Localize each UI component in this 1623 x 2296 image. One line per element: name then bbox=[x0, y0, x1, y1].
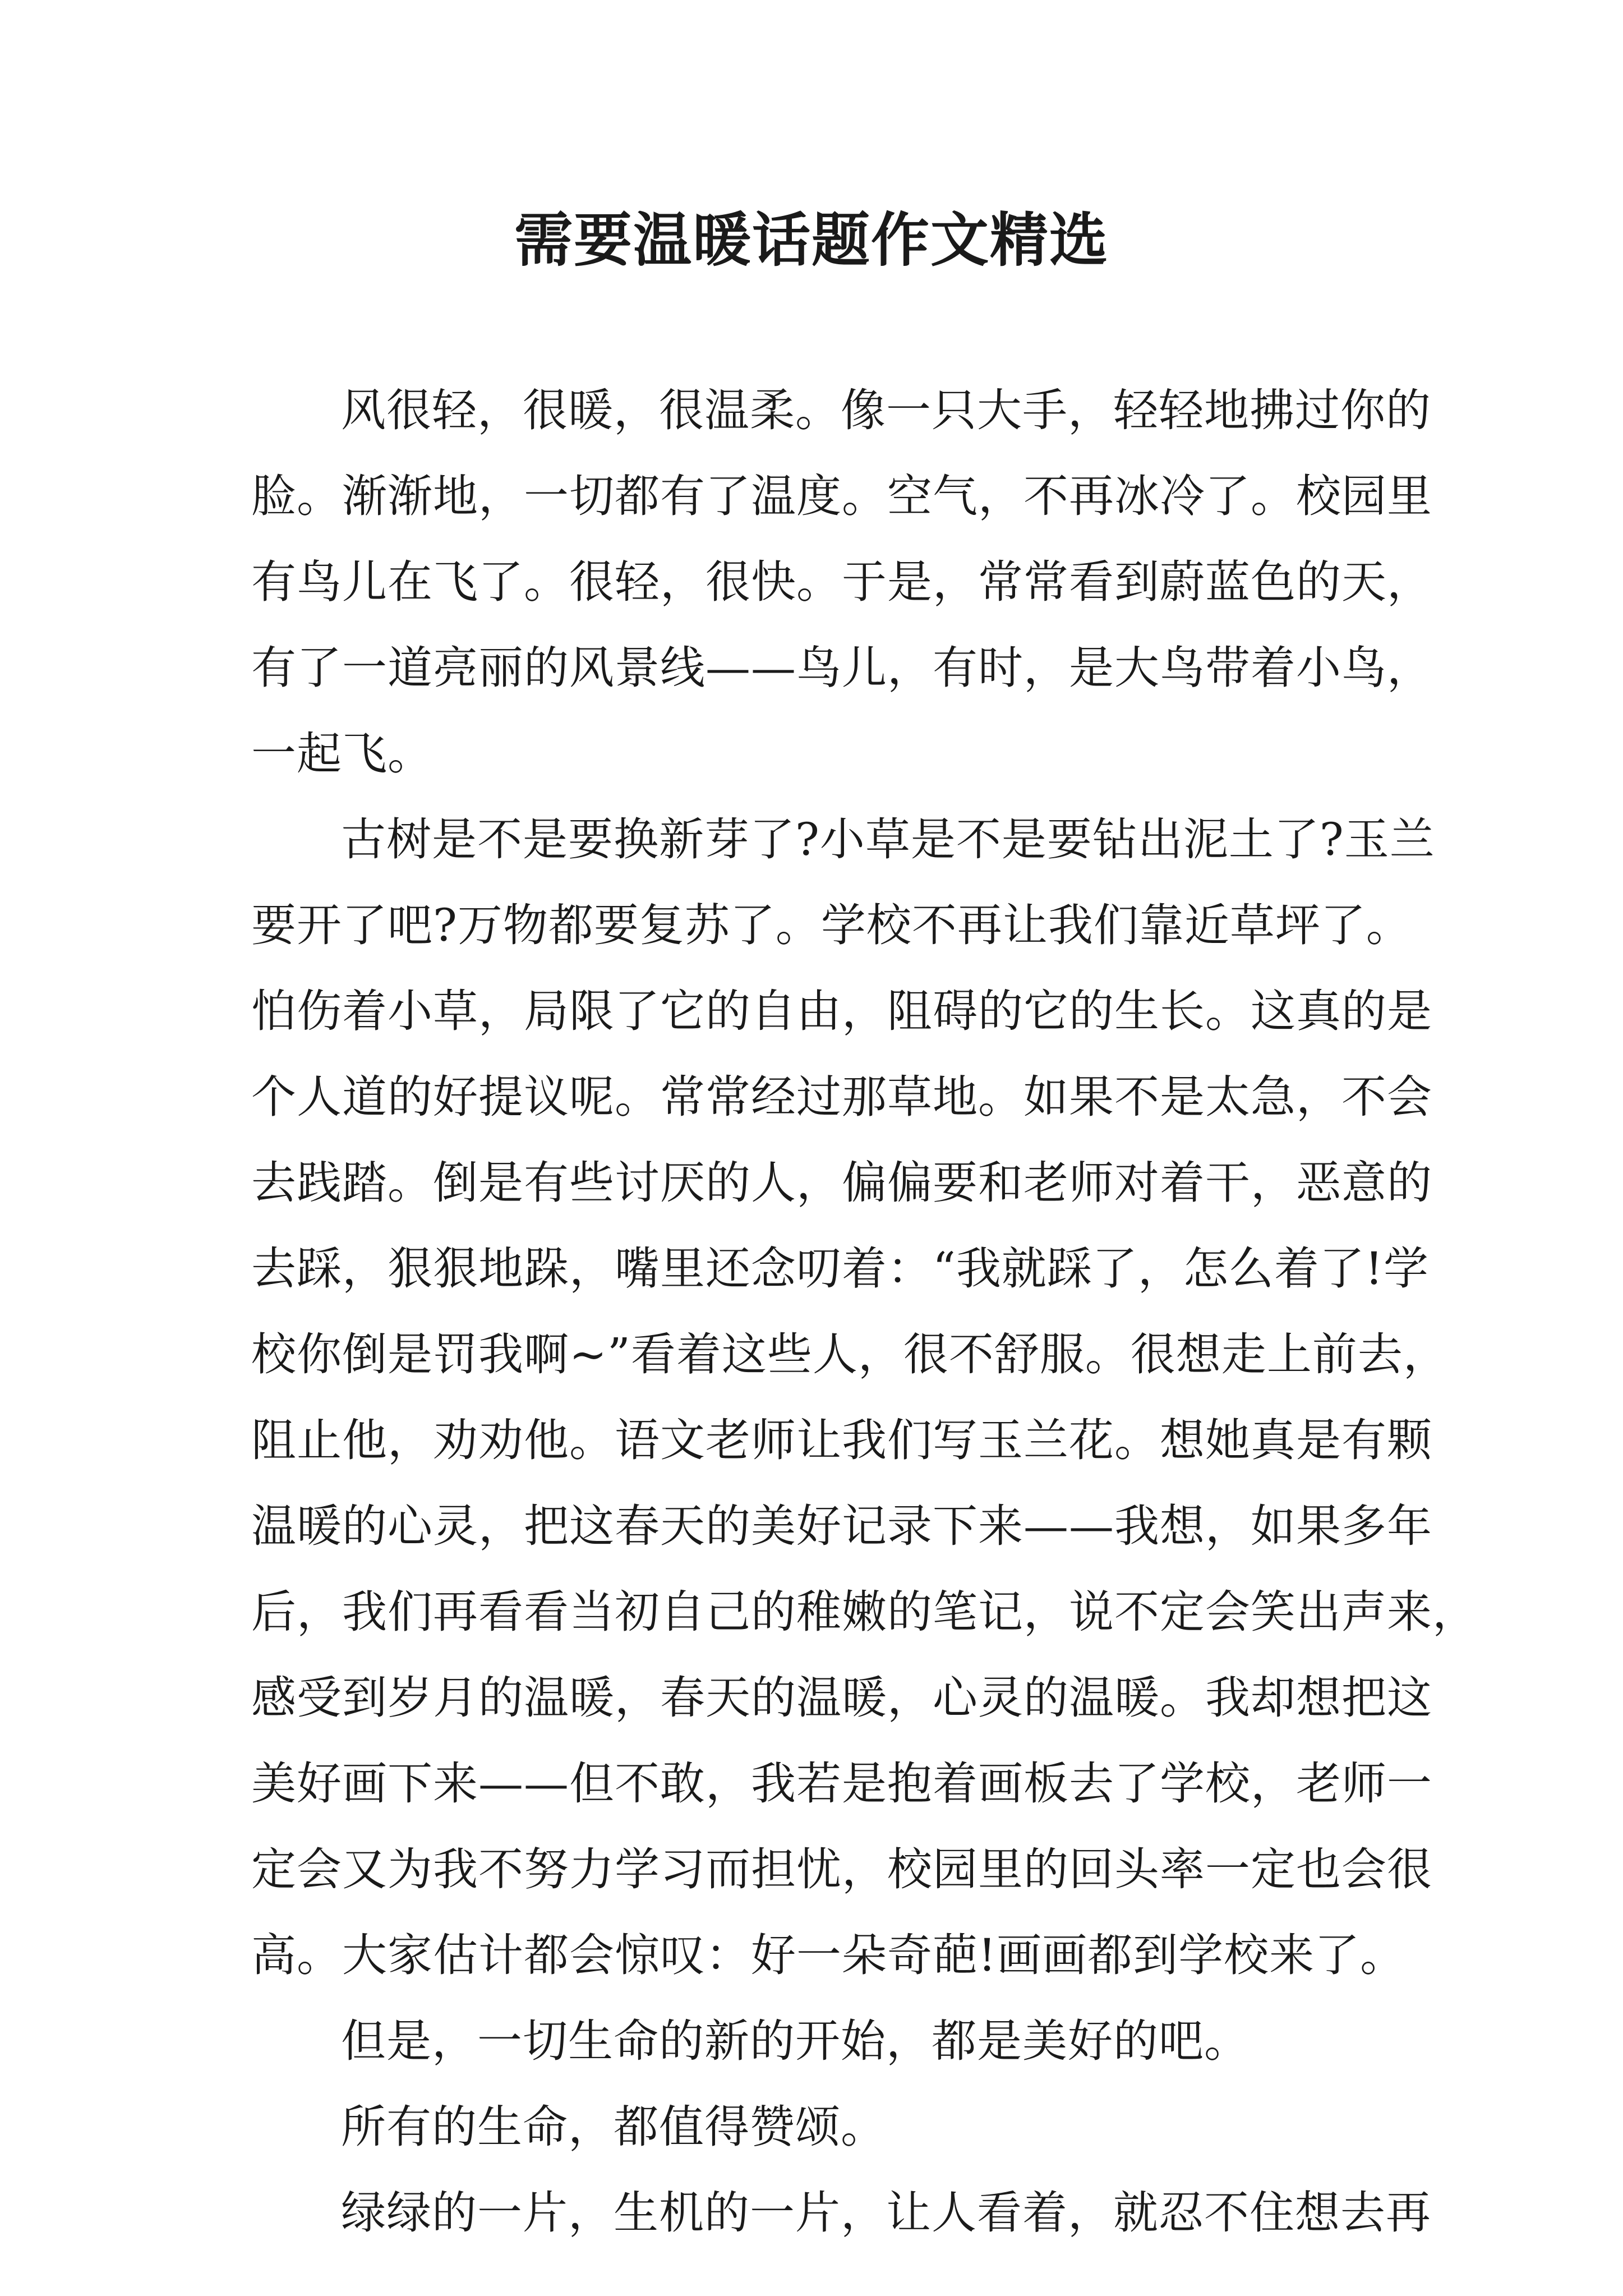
text-line: 感受到岁月的温暖，春天的温暖，心灵的温暖。我却想把这 bbox=[251, 1672, 1432, 1724]
text-line: 有鸟儿在飞了。很轻，很快。于是，常常看到蔚蓝色的天， bbox=[251, 556, 1432, 608]
text-line: 绿绿的一片，生机的一片，让人看着，就忍不住想去再 bbox=[341, 2187, 1431, 2239]
text-line: 一起飞。 bbox=[251, 728, 433, 780]
text-line: 校你倒是罚我啊~”看着这些人，很不舒服。很想走上前去， bbox=[251, 1328, 1449, 1381]
text-line: 怕伤着小草，局限了它的自由，阻碍的它的生长。这真的是 bbox=[251, 985, 1432, 1037]
text-line: 美好画下来——但不敢，我若是抱着画板去了学校，老师一 bbox=[251, 1757, 1432, 1810]
text-line: 高。大家估计都会惊叹：好一朵奇葩!画画都到学校来了。 bbox=[251, 1929, 1406, 1981]
text-line: 要开了吧?万物都要复苏了。学校不再让我们靠近草坪了。 bbox=[251, 899, 1412, 951]
text-line: 有了一道亮丽的风景线——鸟儿，有时，是大鸟带着小鸟， bbox=[251, 642, 1432, 694]
text-line: 去践踏。倒是有些讨厌的人，偏偏要和老师对着干，恶意的 bbox=[251, 1157, 1432, 1209]
text-line: 古树是不是要换新芽了?小草是不是要钻出泥土了?玉兰 bbox=[341, 813, 1435, 866]
document-title: 需要温暖话题作文精选 bbox=[514, 205, 1109, 274]
text-line: 后，我们再看看当初自己的稚嫩的笔记，说不定会笑出声来， bbox=[251, 1586, 1478, 1638]
document-body bbox=[251, 367, 1478, 2256]
text-line: 但是，一切生命的新的开始，都是美好的吧。 bbox=[341, 2015, 1249, 2067]
text-line: 温暖的心灵，把这春天的美好记录下来——我想，如果多年 bbox=[251, 1500, 1432, 1552]
text-line: 阻止他，劝劝他。语文老师让我们写玉兰花。想她真是有颗 bbox=[251, 1414, 1432, 1466]
text-line: 去踩，狠狠地跺，嘴里还念叨着：“我就踩了，怎么着了!学 bbox=[251, 1243, 1430, 1295]
text-line: 脸。渐渐地，一切都有了温度。空气，不再冰冷了。校园里 bbox=[251, 470, 1432, 522]
text-line: 所有的生命，都值得赞颂。 bbox=[341, 2101, 886, 2153]
text-line: 定会又为我不努力学习而担忧，校园里的回头率一定也会很 bbox=[251, 1843, 1432, 1895]
text-line: 个人道的好提议呢。常常经过那草地。如果不是太急，不会 bbox=[251, 1071, 1432, 1123]
text-line: 风很轻，很暖，很温柔。像一只大手，轻轻地拂过你的 bbox=[341, 384, 1431, 436]
